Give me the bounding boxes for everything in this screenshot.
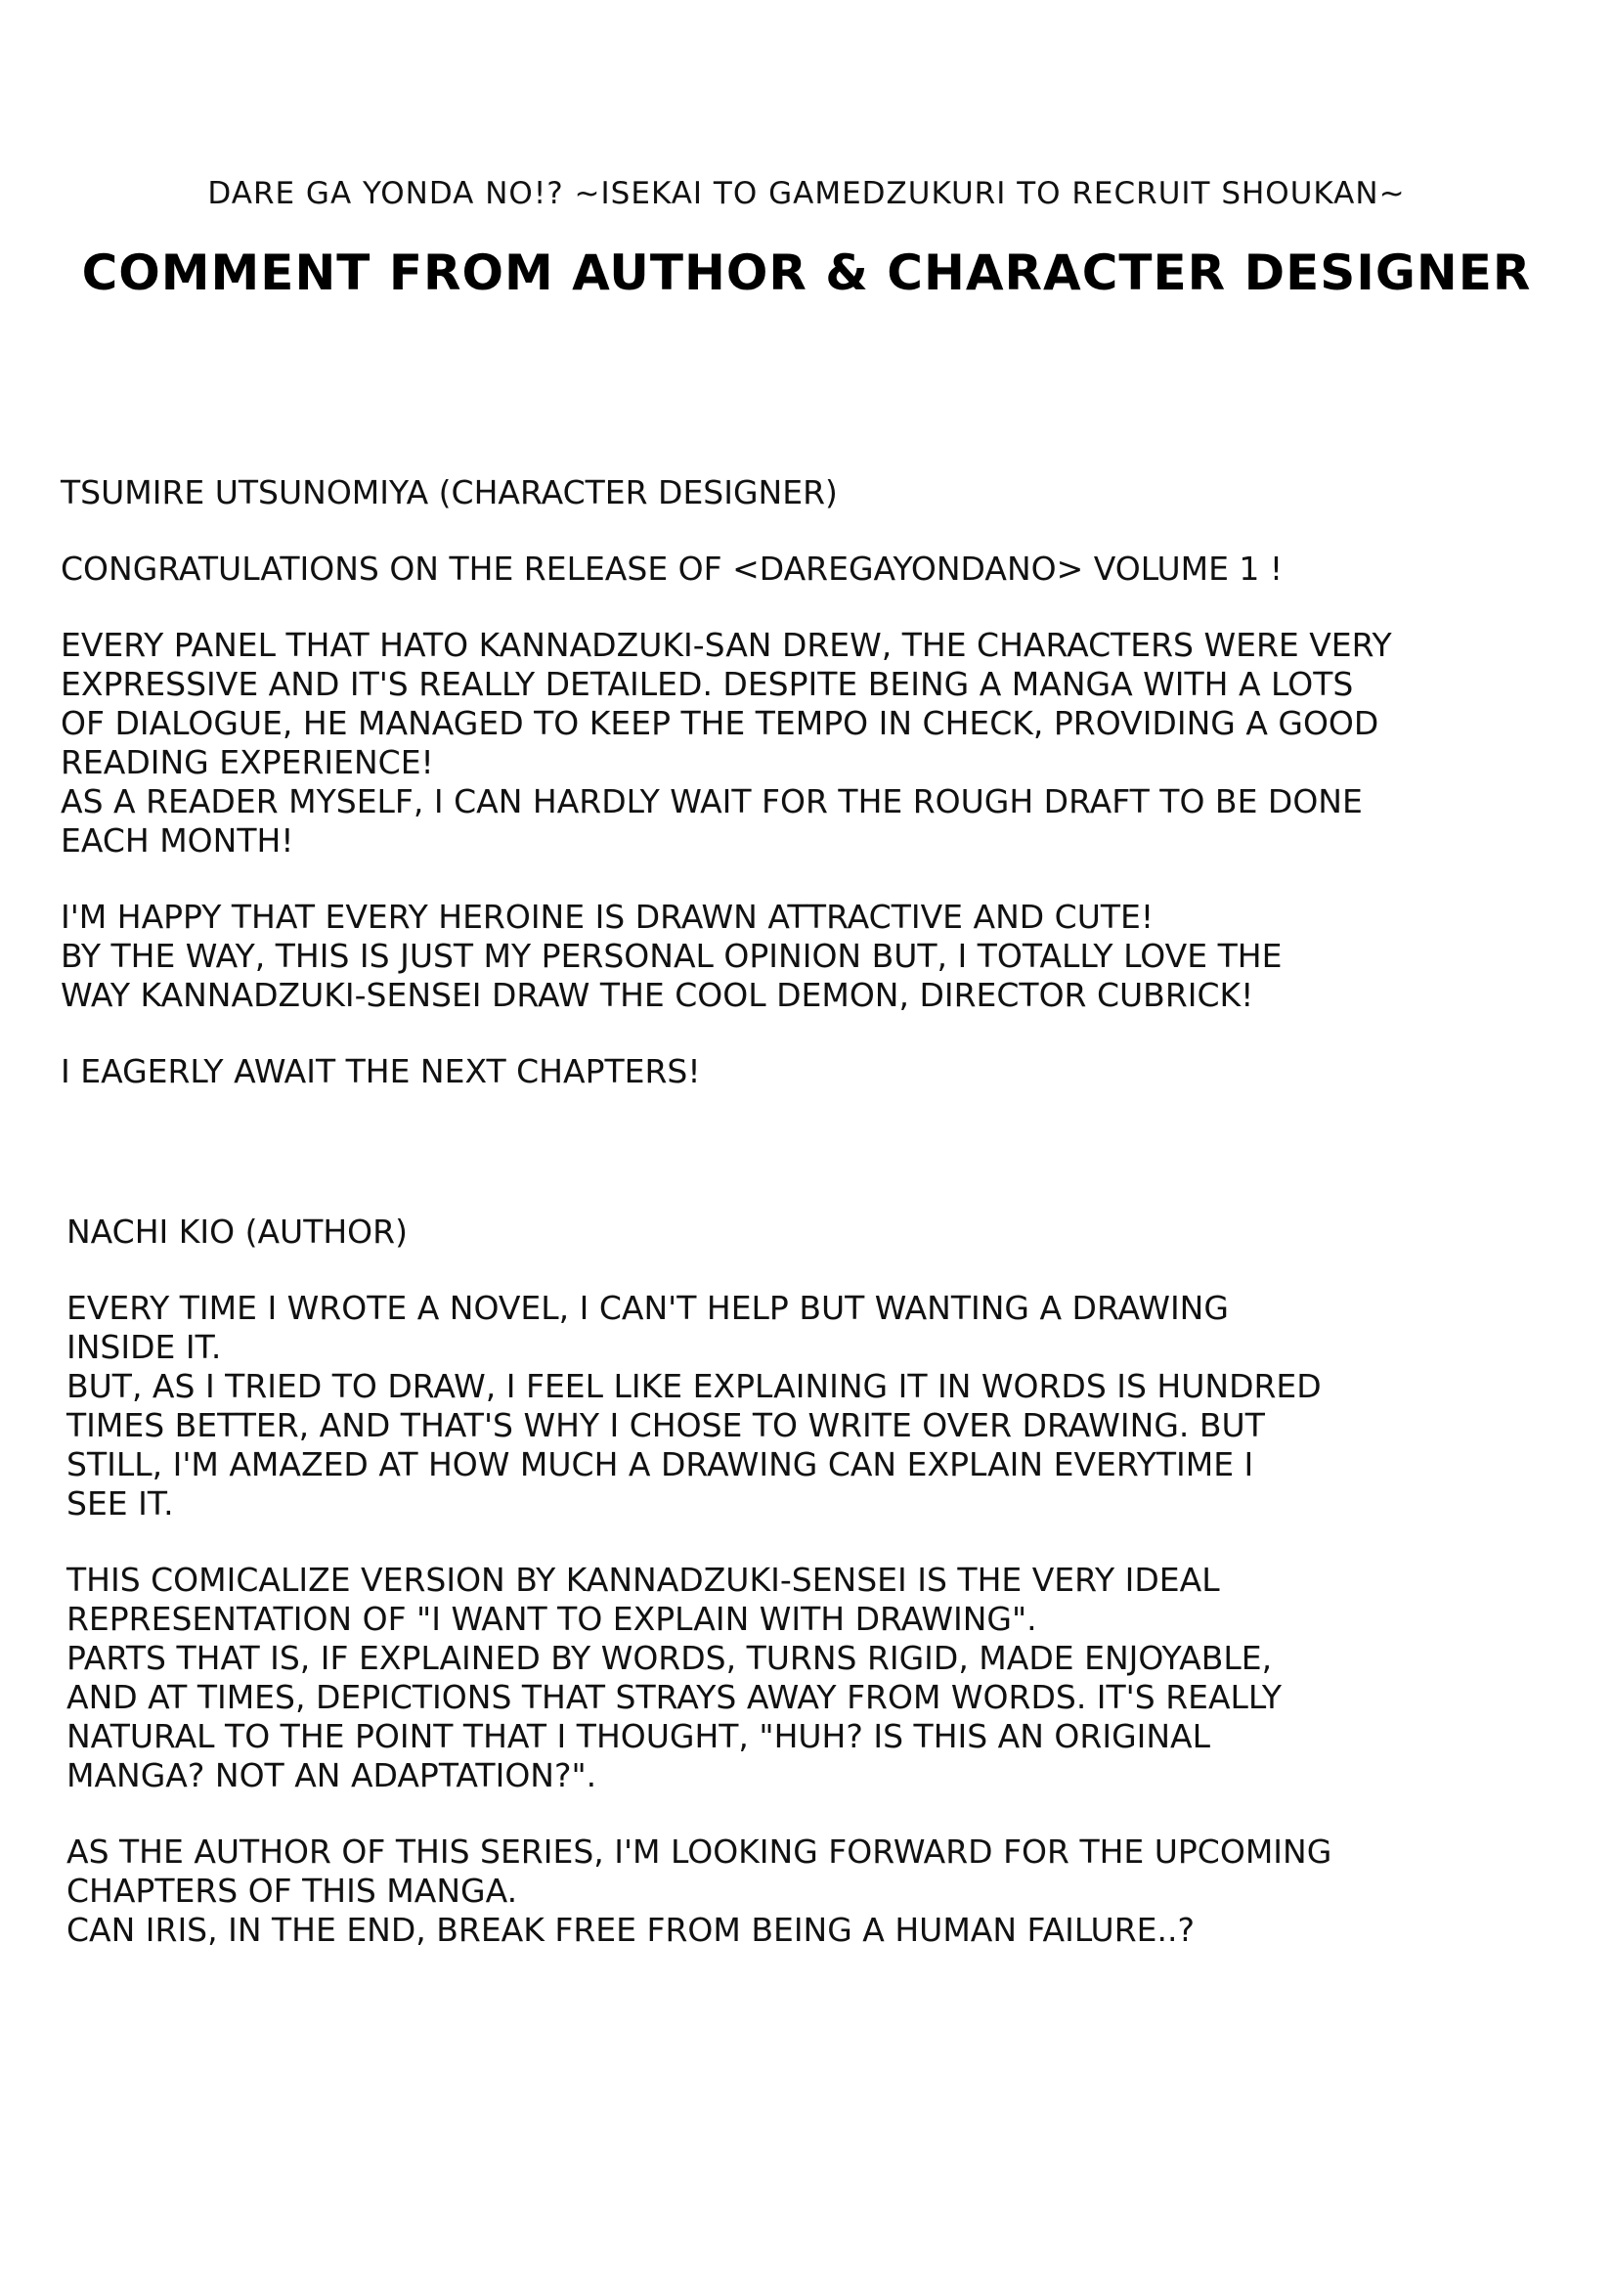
text-line: MANGA? NOT AN ADAPTATION?". (66, 1756, 597, 1794)
text-line: REPRESENTATION OF "I WANT TO EXPLAIN WITH DRAWING". (66, 1600, 1037, 1638)
text-line: I EAGERLY AWAIT THE NEXT CHAPTERS! (61, 1052, 701, 1090)
text-line: READING EXPERIENCE! (61, 743, 434, 781)
text-line: INSIDE IT. (66, 1328, 222, 1366)
series-subtitle: DARE GA YONDA NO!? ~ISEKAI TO GAMEDZUKURI TO RECRUIT SHOUKAN~ (207, 176, 1406, 211)
author-comment-section (66, 1213, 1591, 1987)
designer-paragraph (61, 898, 1586, 1015)
text-line: BUT, AS I TRIED TO DRAW, I FEEL LIKE EXPLAINING IT IN WORDS IS HUNDRED (66, 1367, 1322, 1405)
designer-paragraph (61, 550, 1586, 589)
designer-paragraph (61, 626, 1586, 861)
text-line: CAN IRIS, IN THE END, BREAK FREE FROM BEING A HUMAN FAILURE..? (66, 1911, 1195, 1949)
text-line: CONGRATULATIONS ON THE RELEASE OF <DAREGAYONDANO> VOLUME 1 ! (61, 550, 1284, 588)
page-title: COMMENT FROM AUTHOR & CHARACTER DESIGNER (81, 244, 1532, 301)
text-line: BY THE WAY, THIS IS JUST MY PERSONAL OPINION BUT, I TOTALLY LOVE THE (61, 937, 1283, 975)
author-paragraph (66, 1561, 1591, 1795)
designer-heading: TSUMIRE UTSUNOMIYA (CHARACTER DESIGNER) (61, 473, 838, 511)
text-line: SEE IT. (66, 1484, 174, 1523)
author-paragraph (66, 1289, 1591, 1523)
author-paragraph (66, 1832, 1591, 1950)
designer-paragraph (61, 1052, 1586, 1091)
author-heading: NACHI KIO (AUTHOR) (66, 1213, 408, 1251)
text-line: CHAPTERS OF THIS MANGA. (66, 1872, 518, 1910)
designer-comment-section (61, 473, 1586, 1128)
text-line: PARTS THAT IS, IF EXPLAINED BY WORDS, TURNS RIGID, MADE ENJOYABLE, (66, 1639, 1273, 1677)
text-line: WAY KANNADZUKI-SENSEI DRAW THE COOL DEMON, DIRECTOR CUBRICK! (61, 976, 1254, 1014)
text-line: EVERY PANEL THAT HATO KANNADZUKI-SAN DREW, THE CHARACTERS WERE VERY (61, 626, 1392, 664)
text-line: AS THE AUTHOR OF THIS SERIES, I'M LOOKING FORWARD FOR THE UPCOMING (66, 1832, 1332, 1871)
text-line: I'M HAPPY THAT EVERY HEROINE IS DRAWN ATTRACTIVE AND CUTE! (61, 898, 1155, 936)
text-line: STILL, I'M AMAZED AT HOW MUCH A DRAWING CAN EXPLAIN EVERYTIME I (66, 1445, 1254, 1483)
text-line: NATURAL TO THE POINT THAT I THOUGHT, "HUH? IS THIS AN ORIGINAL (66, 1717, 1211, 1755)
text-line: TIMES BETTER, AND THAT'S WHY I CHOSE TO WRITE OVER DRAWING. BUT (66, 1406, 1265, 1444)
text-line: THIS COMICALIZE VERSION BY KANNADZUKI-SENSEI IS THE VERY IDEAL (66, 1561, 1220, 1599)
text-line: EACH MONTH! (61, 821, 294, 860)
text-line: OF DIALOGUE, HE MANAGED TO KEEP THE TEMPO IN CHECK, PROVIDING A GOOD (61, 704, 1379, 742)
text-line: EXPRESSIVE AND IT'S REALLY DETAILED. DESPITE BEING A MANGA WITH A LOTS (61, 665, 1354, 703)
text-line: EVERY TIME I WROTE A NOVEL, I CAN'T HELP BUT WANTING A DRAWING (66, 1289, 1229, 1327)
text-line: AND AT TIMES, DEPICTIONS THAT STRAYS AWAY FROM WORDS. IT'S REALLY (66, 1678, 1283, 1716)
text-line: AS A READER MYSELF, I CAN HARDLY WAIT FOR THE ROUGH DRAFT TO BE DONE (61, 782, 1363, 820)
